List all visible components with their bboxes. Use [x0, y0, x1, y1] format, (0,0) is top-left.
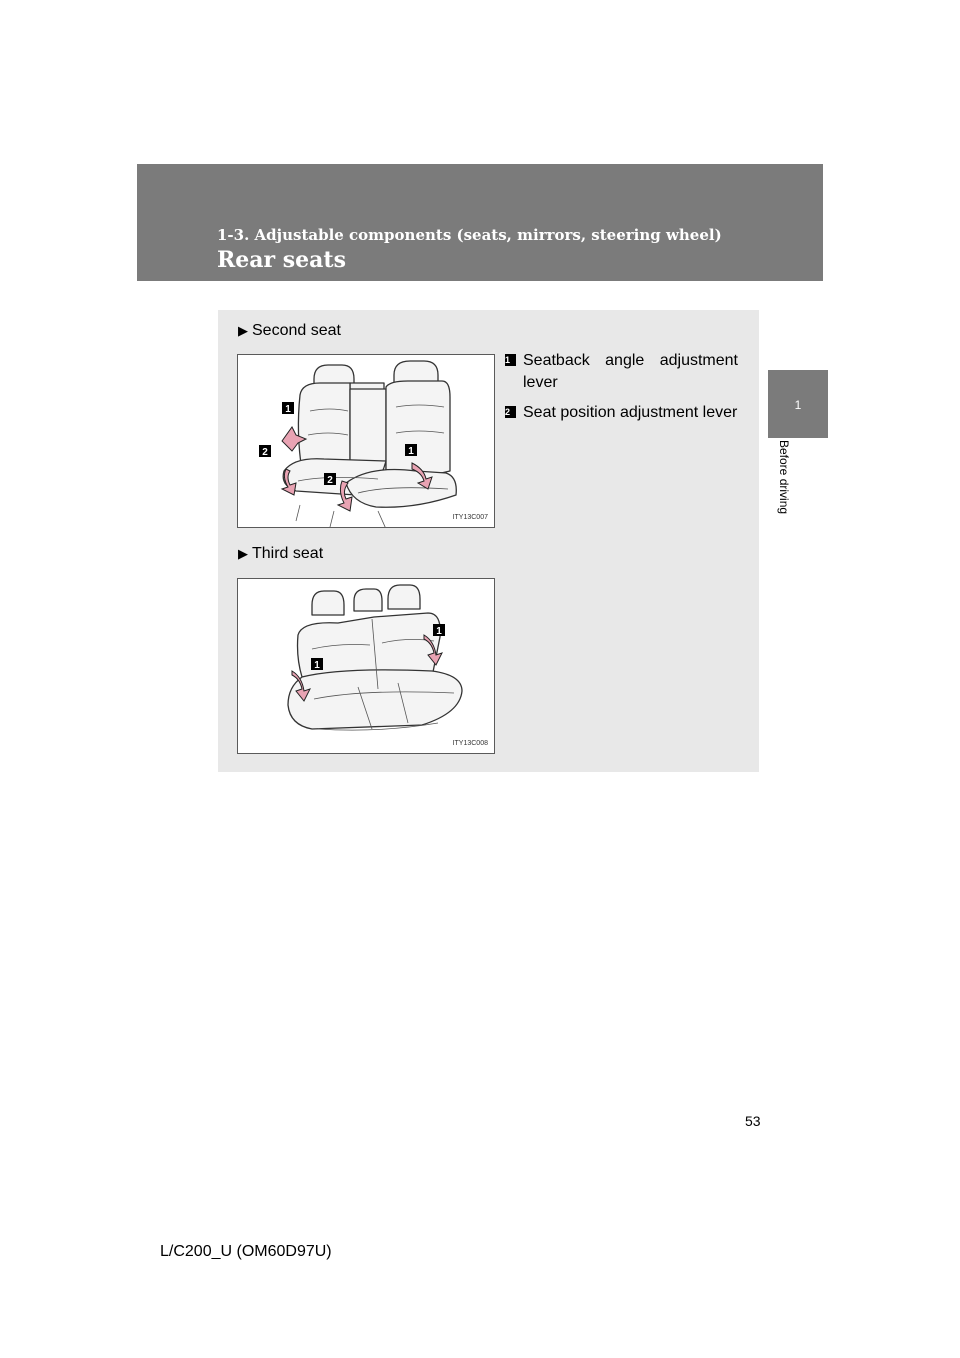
figure-code: ITY13C008 — [452, 740, 488, 747]
chapter-number: 1 — [794, 398, 802, 412]
third-seat-illustration — [237, 578, 495, 754]
second-seat-drawing — [238, 355, 494, 527]
callout-label: 2 — [262, 447, 268, 458]
callout-label: 2 — [327, 475, 333, 486]
section-title: 1-3. Adjustable components (seats, mirrors, steering wheel) — [217, 226, 722, 244]
legend-item: 1 Seatback angle adjustment lever — [505, 352, 738, 391]
callout-label: 1 — [408, 446, 414, 457]
page-title: Rear seats — [217, 247, 346, 273]
third-seat-drawing — [238, 579, 494, 753]
callout-label: 1 — [285, 404, 291, 415]
figure-code: ITY13C007 — [452, 514, 488, 521]
second-seat-illustration — [237, 354, 495, 528]
page-number: 53 — [745, 1113, 761, 1129]
legend-list — [505, 350, 738, 432]
triangle-bullet-icon: ▶ — [238, 323, 248, 338]
document-code: L/C200_U (OM60D97U) — [160, 1243, 332, 1260]
chapter-name-tab[interactable] — [768, 440, 828, 550]
number-badge: 2 — [505, 406, 516, 418]
section-header — [137, 164, 823, 281]
callout-label: 1 — [314, 660, 320, 671]
triangle-bullet-icon: ▶ — [238, 546, 248, 561]
number-badge: 1 — [505, 354, 516, 366]
content-panel — [218, 310, 759, 772]
second-seat-heading: ▶ Second seat — [238, 322, 341, 339]
third-seat-heading: ▶ Third seat — [238, 545, 324, 562]
chapter-tab[interactable] — [768, 370, 828, 438]
callout-label: 1 — [436, 626, 442, 637]
legend-item: 2 Seat position adjustment lever — [505, 404, 738, 421]
chapter-name: Before driving — [777, 440, 791, 515]
